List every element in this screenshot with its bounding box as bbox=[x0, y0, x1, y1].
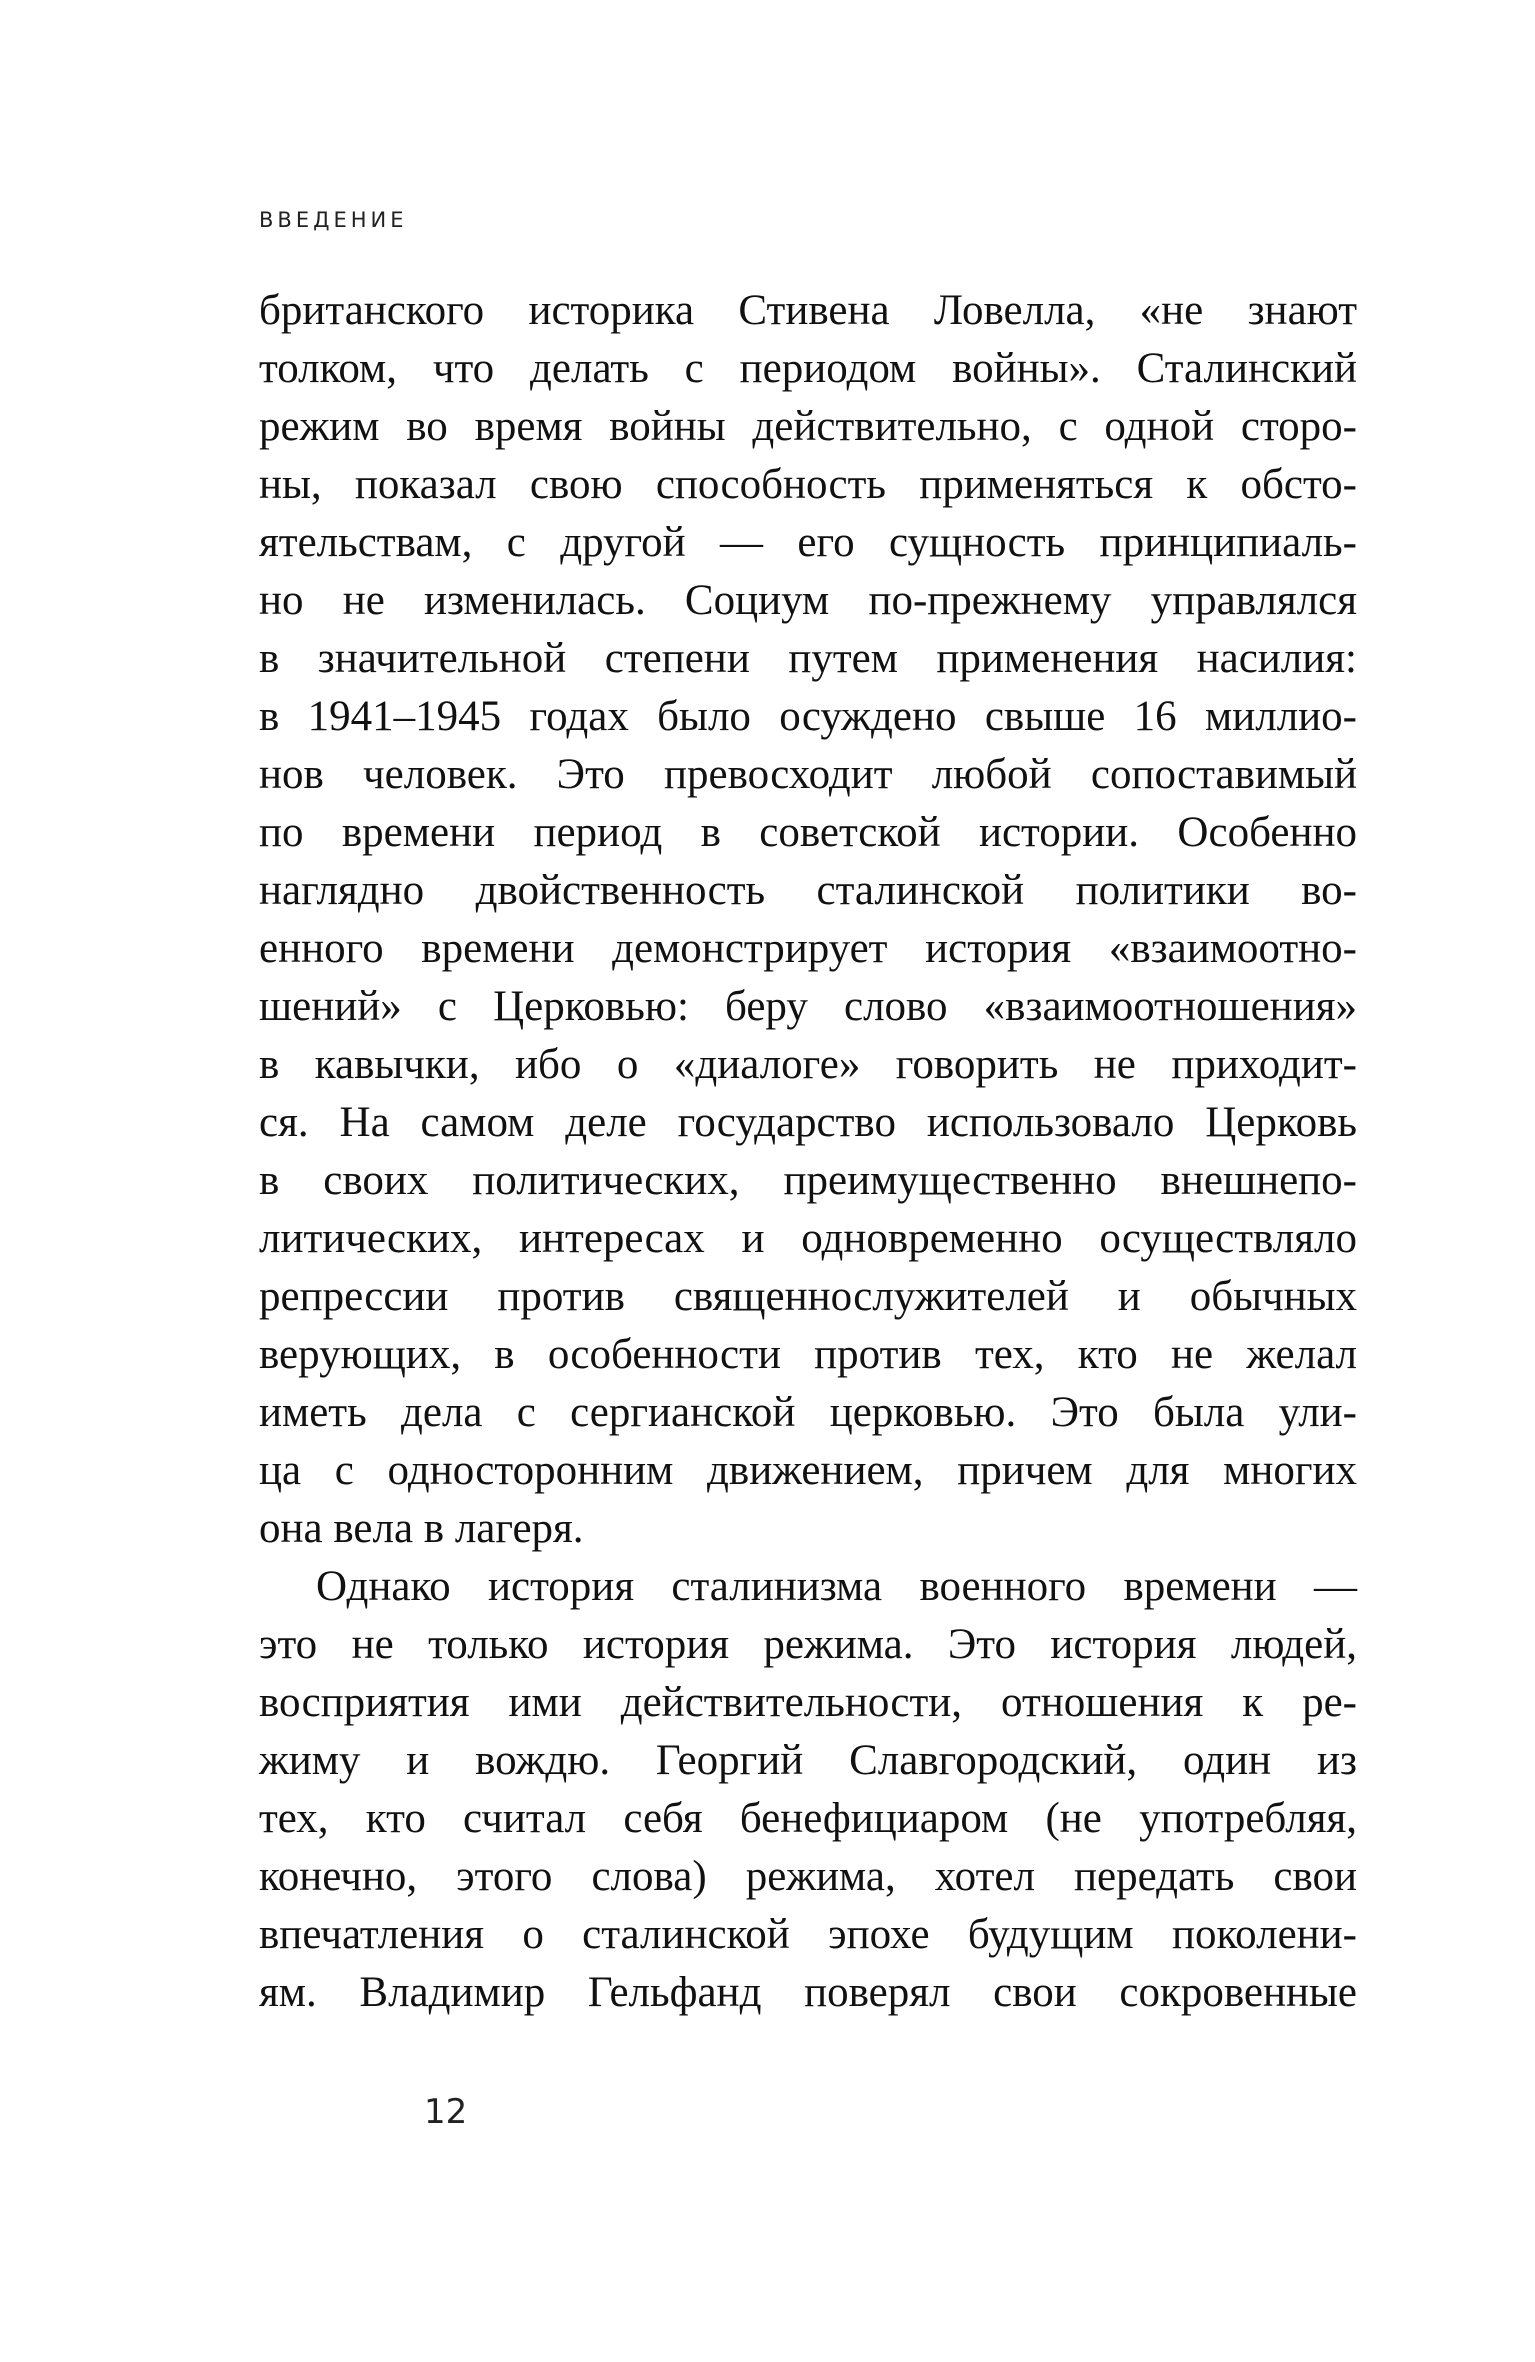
text-line: литических, интересах и одновременно осуществляло bbox=[259, 1215, 1357, 1262]
text-line: в своих политических, преимущественно внешнепо- bbox=[259, 1157, 1357, 1204]
text-line: в значительной степени путем применения насилия: bbox=[259, 635, 1357, 682]
text-line: британского историка Стивена Ловелла, «не знают bbox=[259, 287, 1357, 334]
page-number: 12 bbox=[424, 2092, 468, 2132]
text-line: это не только история режима. Это история людей, bbox=[259, 1621, 1357, 1668]
text-line: конечно, этого слова) режима, хотел передать свои bbox=[259, 1853, 1357, 1900]
text-line: иметь дела с сергианской церковью. Это была ули- bbox=[259, 1389, 1357, 1436]
text-line: в кавычки, ибо о «диалоге» говорить не приходит- bbox=[259, 1041, 1357, 1088]
text-line: шений» с Церковью: беру слово «взаимоотношения» bbox=[259, 983, 1357, 1030]
body-text bbox=[259, 282, 1357, 2022]
text-line: жиму и вождю. Георгий Славгородский, один из bbox=[259, 1737, 1357, 1784]
text-line: но не изменилась. Социум по-прежнему управлялся bbox=[259, 577, 1357, 624]
text-line: нов человек. Это превосходит любой сопоставимый bbox=[259, 751, 1357, 798]
text-line: в 1941–1945 годах было осуждено свыше 16 миллио- bbox=[259, 693, 1357, 740]
text-line: ны, показал свою способность применяться к обсто- bbox=[259, 461, 1357, 508]
text-line: ся. На самом деле государство использовало Церковь bbox=[259, 1099, 1357, 1146]
text-line: енного времени демонстрирует история «взаимоотно- bbox=[259, 925, 1357, 972]
text-line: режим во время войны действительно, с одной сторо- bbox=[259, 403, 1357, 450]
text-line: репрессии против священнослужителей и обычных bbox=[259, 1273, 1357, 1320]
running-head: ВВЕДЕНИЕ bbox=[259, 208, 408, 232]
text-line: она вела в лагеря. bbox=[259, 1505, 584, 1552]
text-line: верующих, в особенности против тех, кто не желал bbox=[259, 1331, 1357, 1378]
text-line: по времени период в советской истории. Особенно bbox=[259, 809, 1357, 856]
text-line: толком, что делать с периодом войны». Сталинский bbox=[259, 345, 1357, 392]
paragraph bbox=[259, 282, 1357, 1558]
text-line: Однако история сталинизма военного времени — bbox=[316, 1563, 1357, 1610]
text-line: восприятия ими действительности, отношения к ре- bbox=[259, 1679, 1357, 1726]
text-line: впечатления о сталинской эпохе будущим поколени- bbox=[259, 1911, 1357, 1958]
paragraph bbox=[259, 1558, 1357, 2022]
text-line: тех, кто считал себя бенефициаром (не употребляя, bbox=[259, 1795, 1357, 1842]
text-line: ям. Владимир Гельфанд поверял свои сокровенные bbox=[259, 1969, 1357, 2016]
text-line: наглядно двойственность сталинской политики во- bbox=[259, 867, 1357, 914]
text-line: ца с односторонним движением, причем для многих bbox=[259, 1447, 1357, 1494]
text-line: ятельствам, с другой — его сущность принципиаль- bbox=[259, 519, 1357, 566]
